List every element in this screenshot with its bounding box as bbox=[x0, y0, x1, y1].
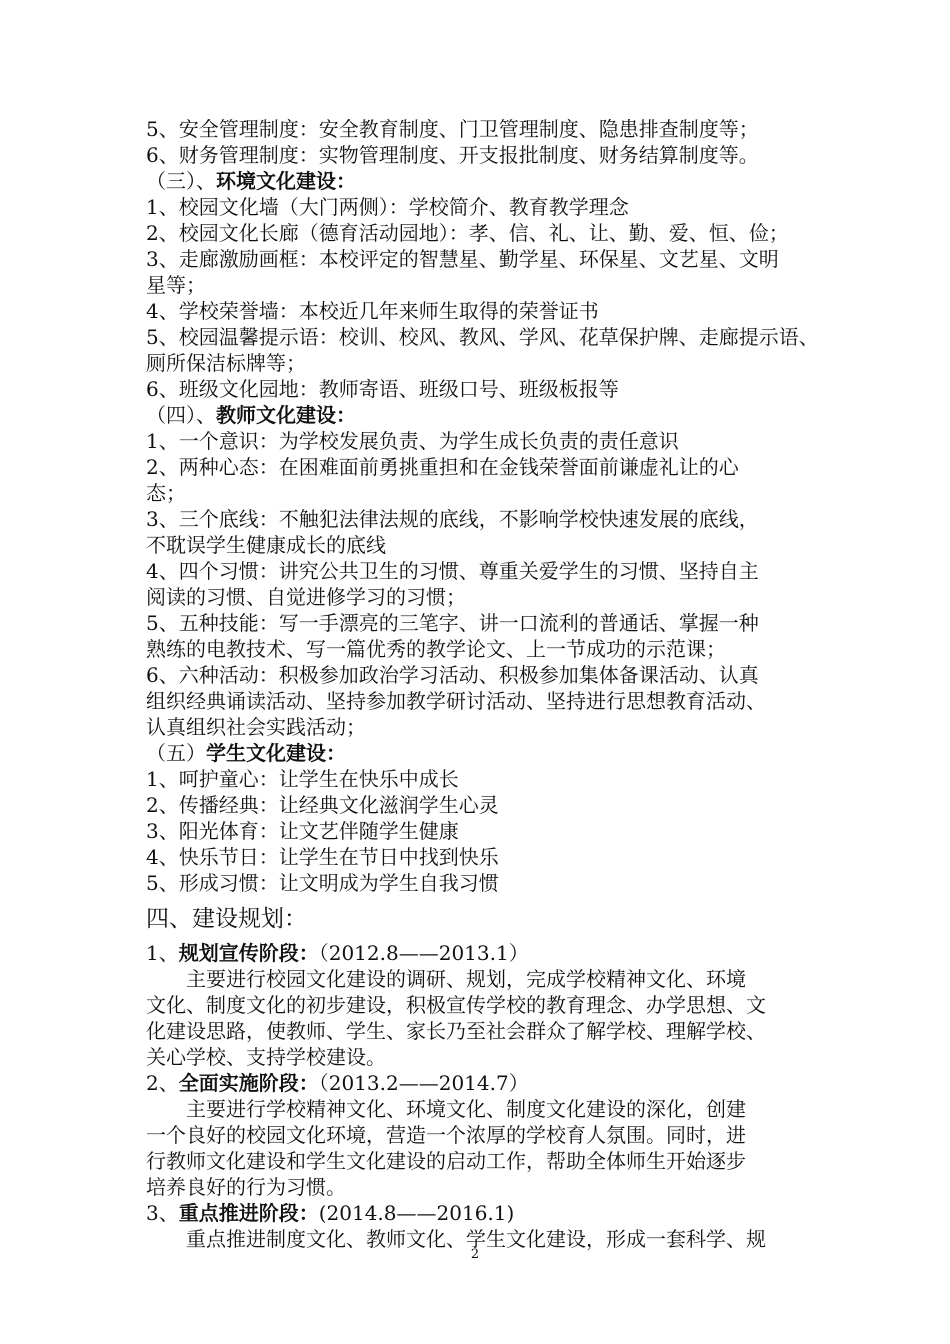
text-line: 不耽误学生健康成长的底线 bbox=[146, 533, 386, 557]
text-line: 3、三个底线：不触犯法律法规的底线，不影响学校快速发展的底线， bbox=[146, 507, 759, 531]
stage-heading: 2、全面实施阶段：（2013.2——2014.7） bbox=[146, 1071, 529, 1095]
text-line: 1、校园文化墙（大门两侧）：学校简介、教育教学理念 bbox=[146, 195, 629, 219]
section-heading: （三）、环境文化建设： bbox=[146, 169, 356, 193]
chapter-heading: 四、建设规划： bbox=[146, 906, 307, 932]
text-line: 培养良好的行为习惯。 bbox=[146, 1175, 346, 1199]
text-line: 主要进行学校精神文化、环境文化、制度文化建设的深化，创建 bbox=[186, 1097, 746, 1121]
text-line: 5、五种技能：写一手漂亮的三笔字、讲一口流利的普通话、掌握一种 bbox=[146, 611, 759, 635]
text-line: 2、校园文化长廊（德育活动园地）：孝、信、礼、让、勤、爱、恒、俭； bbox=[146, 221, 789, 245]
text-line: 6、六种活动：积极参加政治学习活动、积极参加集体备课活动、认真 bbox=[146, 663, 759, 687]
text-line: 关心学校、支持学校建设。 bbox=[146, 1045, 386, 1069]
text-line: 2、传播经典：让经典文化滋润学生心灵 bbox=[146, 793, 499, 817]
text-line: 1、呵护童心：让学生在快乐中成长 bbox=[146, 767, 459, 791]
text-line: 一个良好的校园文化环境，营造一个浓厚的学校育人氛围。同时，进 bbox=[146, 1123, 746, 1147]
text-line: 4、四个习惯：讲究公共卫生的习惯、尊重关爱学生的习惯、坚持自主 bbox=[146, 559, 759, 583]
text-line: 3、阳光体育：让文艺伴随学生健康 bbox=[146, 819, 459, 843]
text-line: 1、一个意识：为学校发展负责、为学生成长负责的责任意识 bbox=[146, 429, 679, 453]
text-line: 熟练的电教技术、写一篇优秀的教学论文、上一节成功的示范课； bbox=[146, 637, 726, 661]
text-line: 5、校园温馨提示语：校训、校风、教风、学风、花草保护牌、走廊提示语、 bbox=[146, 325, 819, 349]
text-line: 3、走廊激励画框：本校评定的智慧星、勤学星、环保星、文艺星、文明 bbox=[146, 247, 779, 271]
text-line: 行教师文化建设和学生文化建设的启动工作，帮助全体师生开始逐步 bbox=[146, 1149, 746, 1173]
stage-heading: 1、规划宣传阶段：（2012.8——2013.1） bbox=[146, 941, 529, 965]
text-line: 6、财务管理制度：实物管理制度、开支报批制度、财务结算制度等。 bbox=[146, 143, 759, 167]
text-line: 厕所保洁标牌等； bbox=[146, 351, 306, 375]
section-heading: （五）学生文化建设： bbox=[146, 741, 346, 765]
text-line: 组织经典诵读活动、坚持参加教学研讨活动、坚持进行思想教育活动、 bbox=[146, 689, 766, 713]
text-line: 态； bbox=[146, 481, 186, 505]
text-line: 阅读的习惯、自觉进修学习的习惯； bbox=[146, 585, 466, 609]
text-line: 星等； bbox=[146, 273, 206, 297]
text-line: 4、学校荣誉墙：本校近几年来师生取得的荣誉证书 bbox=[146, 299, 599, 323]
text-line: 2、两种心态：在困难面前勇挑重担和在金钱荣誉面前谦虚礼让的心 bbox=[146, 455, 739, 479]
text-line: 文化、制度文化的初步建设，积极宣传学校的教育理念、办学思想、文 bbox=[146, 993, 766, 1017]
section-heading: （四）、教师文化建设： bbox=[146, 403, 356, 427]
text-line: 5、安全管理制度：安全教育制度、门卫管理制度、隐患排查制度等； bbox=[146, 117, 759, 141]
text-line: 化建设思路，使教师、学生、家长乃至社会群众了解学校、理解学校、 bbox=[146, 1019, 766, 1043]
text-line: 4、快乐节日：让学生在节日中找到快乐 bbox=[146, 845, 499, 869]
text-line: 5、形成习惯：让文明成为学生自我习惯 bbox=[146, 871, 499, 895]
stage-heading: 3、重点推进阶段：(2014.8——2016.1) bbox=[146, 1201, 515, 1225]
text-line: 重点推进制度文化、教师文化、学生文化建设，形成一套科学、规 bbox=[186, 1227, 766, 1251]
page-number: 2 bbox=[470, 1247, 480, 1262]
text-line: 主要进行校园文化建设的调研、规划，完成学校精神文化、环境 bbox=[186, 967, 746, 991]
text-line: 认真组织社会实践活动； bbox=[146, 715, 366, 739]
text-line: 6、班级文化园地：教师寄语、班级口号、班级板报等 bbox=[146, 377, 619, 401]
